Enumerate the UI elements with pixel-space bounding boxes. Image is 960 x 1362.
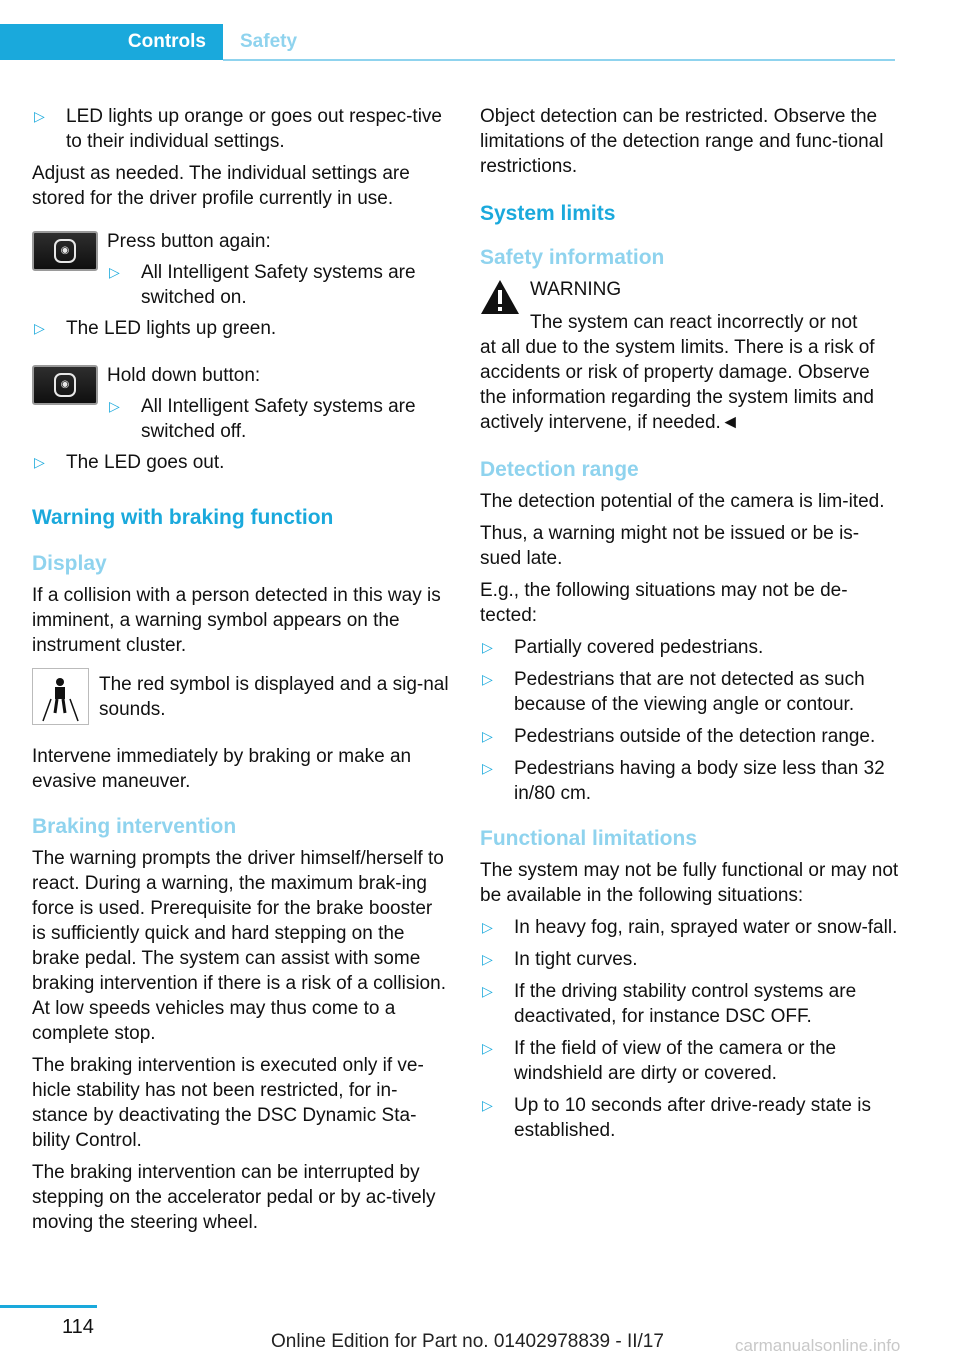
hold-button-row [32, 363, 450, 444]
list-item: ▷ The LED goes out. [34, 452, 225, 473]
list-item: ▷ If the field of view of the camera or the windshield are dirty or covered. [482, 1038, 837, 1084]
list-item: ▷ LED lights up orange or goes out respec-tive to their individual settings. [34, 106, 442, 152]
list-item: ▷ All Intelligent Safety systems are switched off. [109, 396, 416, 442]
triangle-bullet-icon: ▷ [482, 671, 493, 687]
tab-safety[interactable]: Safety [240, 31, 298, 52]
warning-block [480, 277, 900, 435]
triangle-bullet-icon: ▷ [109, 264, 120, 280]
page-number: 114 [62, 1316, 94, 1338]
left-column [32, 104, 450, 1242]
header-rule [223, 59, 895, 61]
footer-rule [0, 1305, 97, 1308]
paragraph: The braking intervention is executed only if ve-hicle stability has not been restricted, for in-stance by deactivating the DSC Dynamic Sta-bility Control. [32, 1055, 424, 1151]
watermark: carmanualsonline.info [735, 1336, 901, 1355]
triangle-bullet-icon: ▷ [34, 320, 45, 336]
triangle-bullet-icon: ▷ [34, 108, 45, 124]
triangle-bullet-icon: ▷ [482, 1040, 493, 1056]
triangle-bullet-icon: ▷ [109, 398, 120, 414]
press-label: Press button again: [107, 231, 271, 252]
list-item: ▷ In heavy fog, rain, sprayed water or snow-fall. [482, 917, 898, 938]
heading-warning-braking: Warning with braking function [32, 506, 334, 529]
paragraph: The braking intervention can be interrupted by stepping on the accelerator pedal or by ac-tively moving the steering wheel. [32, 1162, 436, 1233]
header-bar [0, 24, 895, 62]
tab-controls[interactable]: Controls [0, 24, 223, 60]
paragraph: E.g., the following situations may not be de-tected: [480, 580, 848, 626]
paragraph: The detection potential of the camera is lim-ited. [480, 491, 885, 512]
hold-label: Hold down button: [107, 365, 261, 386]
list-item: ▷ Partially covered pedestrians. [482, 637, 764, 658]
triangle-bullet-icon: ▷ [482, 919, 493, 935]
triangle-bullet-icon: ▷ [34, 454, 45, 470]
paragraph: The warning prompts the driver himself/herself to react. During a warning, the maximum brak-ing force is used. Prerequisite for the brake booster is sufficiently quick and hard stepping on the brake pedal. The system can assist with some braking intervention if there is a risk of a collision. At low speeds vehicles may thus come to a complete stop. [32, 848, 446, 1044]
safety-button-icon: ◉ [32, 231, 98, 271]
warning-triangle-icon [480, 279, 520, 315]
list-item: ▷ Pedestrians having a body size less than 32 in/80 cm. [482, 758, 885, 804]
list-item: ▷ Pedestrians outside of the detection range. [482, 726, 876, 747]
paragraph: Object detection can be restricted. Observe the limitations of the detection range and func-tional restrictions. [480, 106, 884, 177]
heading-display: Display [32, 552, 107, 575]
warning-label: WARNING [530, 279, 622, 300]
heading-safety-information: Safety information [480, 246, 665, 269]
triangle-bullet-icon: ▷ [482, 983, 493, 999]
pedestrian-warning-text: The red symbol is displayed and a sig-nal sounds. [99, 674, 449, 720]
heading-system-limits: System limits [480, 202, 616, 225]
paragraph: If a collision with a person detected in this way is imminent, a warning symbol appears on the instrument cluster. [32, 585, 441, 656]
heading-detection-range: Detection range [480, 458, 639, 481]
paragraph: Thus, a warning might not be issued or be is-sued late. [480, 523, 860, 569]
paragraph: Intervene immediately by braking or make an evasive maneuver. [32, 746, 412, 792]
pedestrian-warning-icon [32, 668, 89, 725]
list-item: ▷ If the driving stability control systems are deactivated, for instance DSC OFF. [482, 981, 857, 1027]
paragraph: The system may not be fully functional or may not be available in the following situations: [480, 860, 899, 906]
safety-button-icon: ◉ [32, 365, 98, 405]
list-item: ▷ Pedestrians that are not detected as such because of the viewing angle or contour. [482, 669, 865, 715]
press-button-row [32, 229, 450, 310]
list-item: ▷ All Intelligent Safety systems are switched on. [109, 262, 416, 308]
triangle-bullet-icon: ▷ [482, 951, 493, 967]
warning-text-rest: at all due to the system limits. There is a risk of accidents or risk of property damage. Observe the information regarding the system limits and actively intervene, if needed.◄ [480, 337, 875, 433]
triangle-bullet-icon: ▷ [482, 728, 493, 744]
list-item: ▷ Up to 10 seconds after drive-ready state is established. [482, 1095, 871, 1141]
heading-functional-limitations: Functional limitations [480, 827, 698, 850]
pedestrian-warning-row [32, 672, 450, 730]
paragraph: Adjust as needed. The individual settings are stored for the driver profile currently in use. [32, 163, 410, 209]
triangle-bullet-icon: ▷ [482, 1097, 493, 1113]
list-item: ▷ The LED lights up green. [34, 318, 277, 339]
edition-footer: Online Edition for Part no. 01402978839 - II/17 [271, 1331, 664, 1352]
list-item: ▷ In tight curves. [482, 949, 638, 970]
warning-text-first: The system can react incorrectly or not [530, 312, 858, 333]
triangle-bullet-icon: ▷ [482, 760, 493, 776]
triangle-bullet-icon: ▷ [482, 639, 493, 655]
right-column [480, 104, 900, 1150]
heading-braking-intervention: Braking intervention [32, 815, 237, 838]
